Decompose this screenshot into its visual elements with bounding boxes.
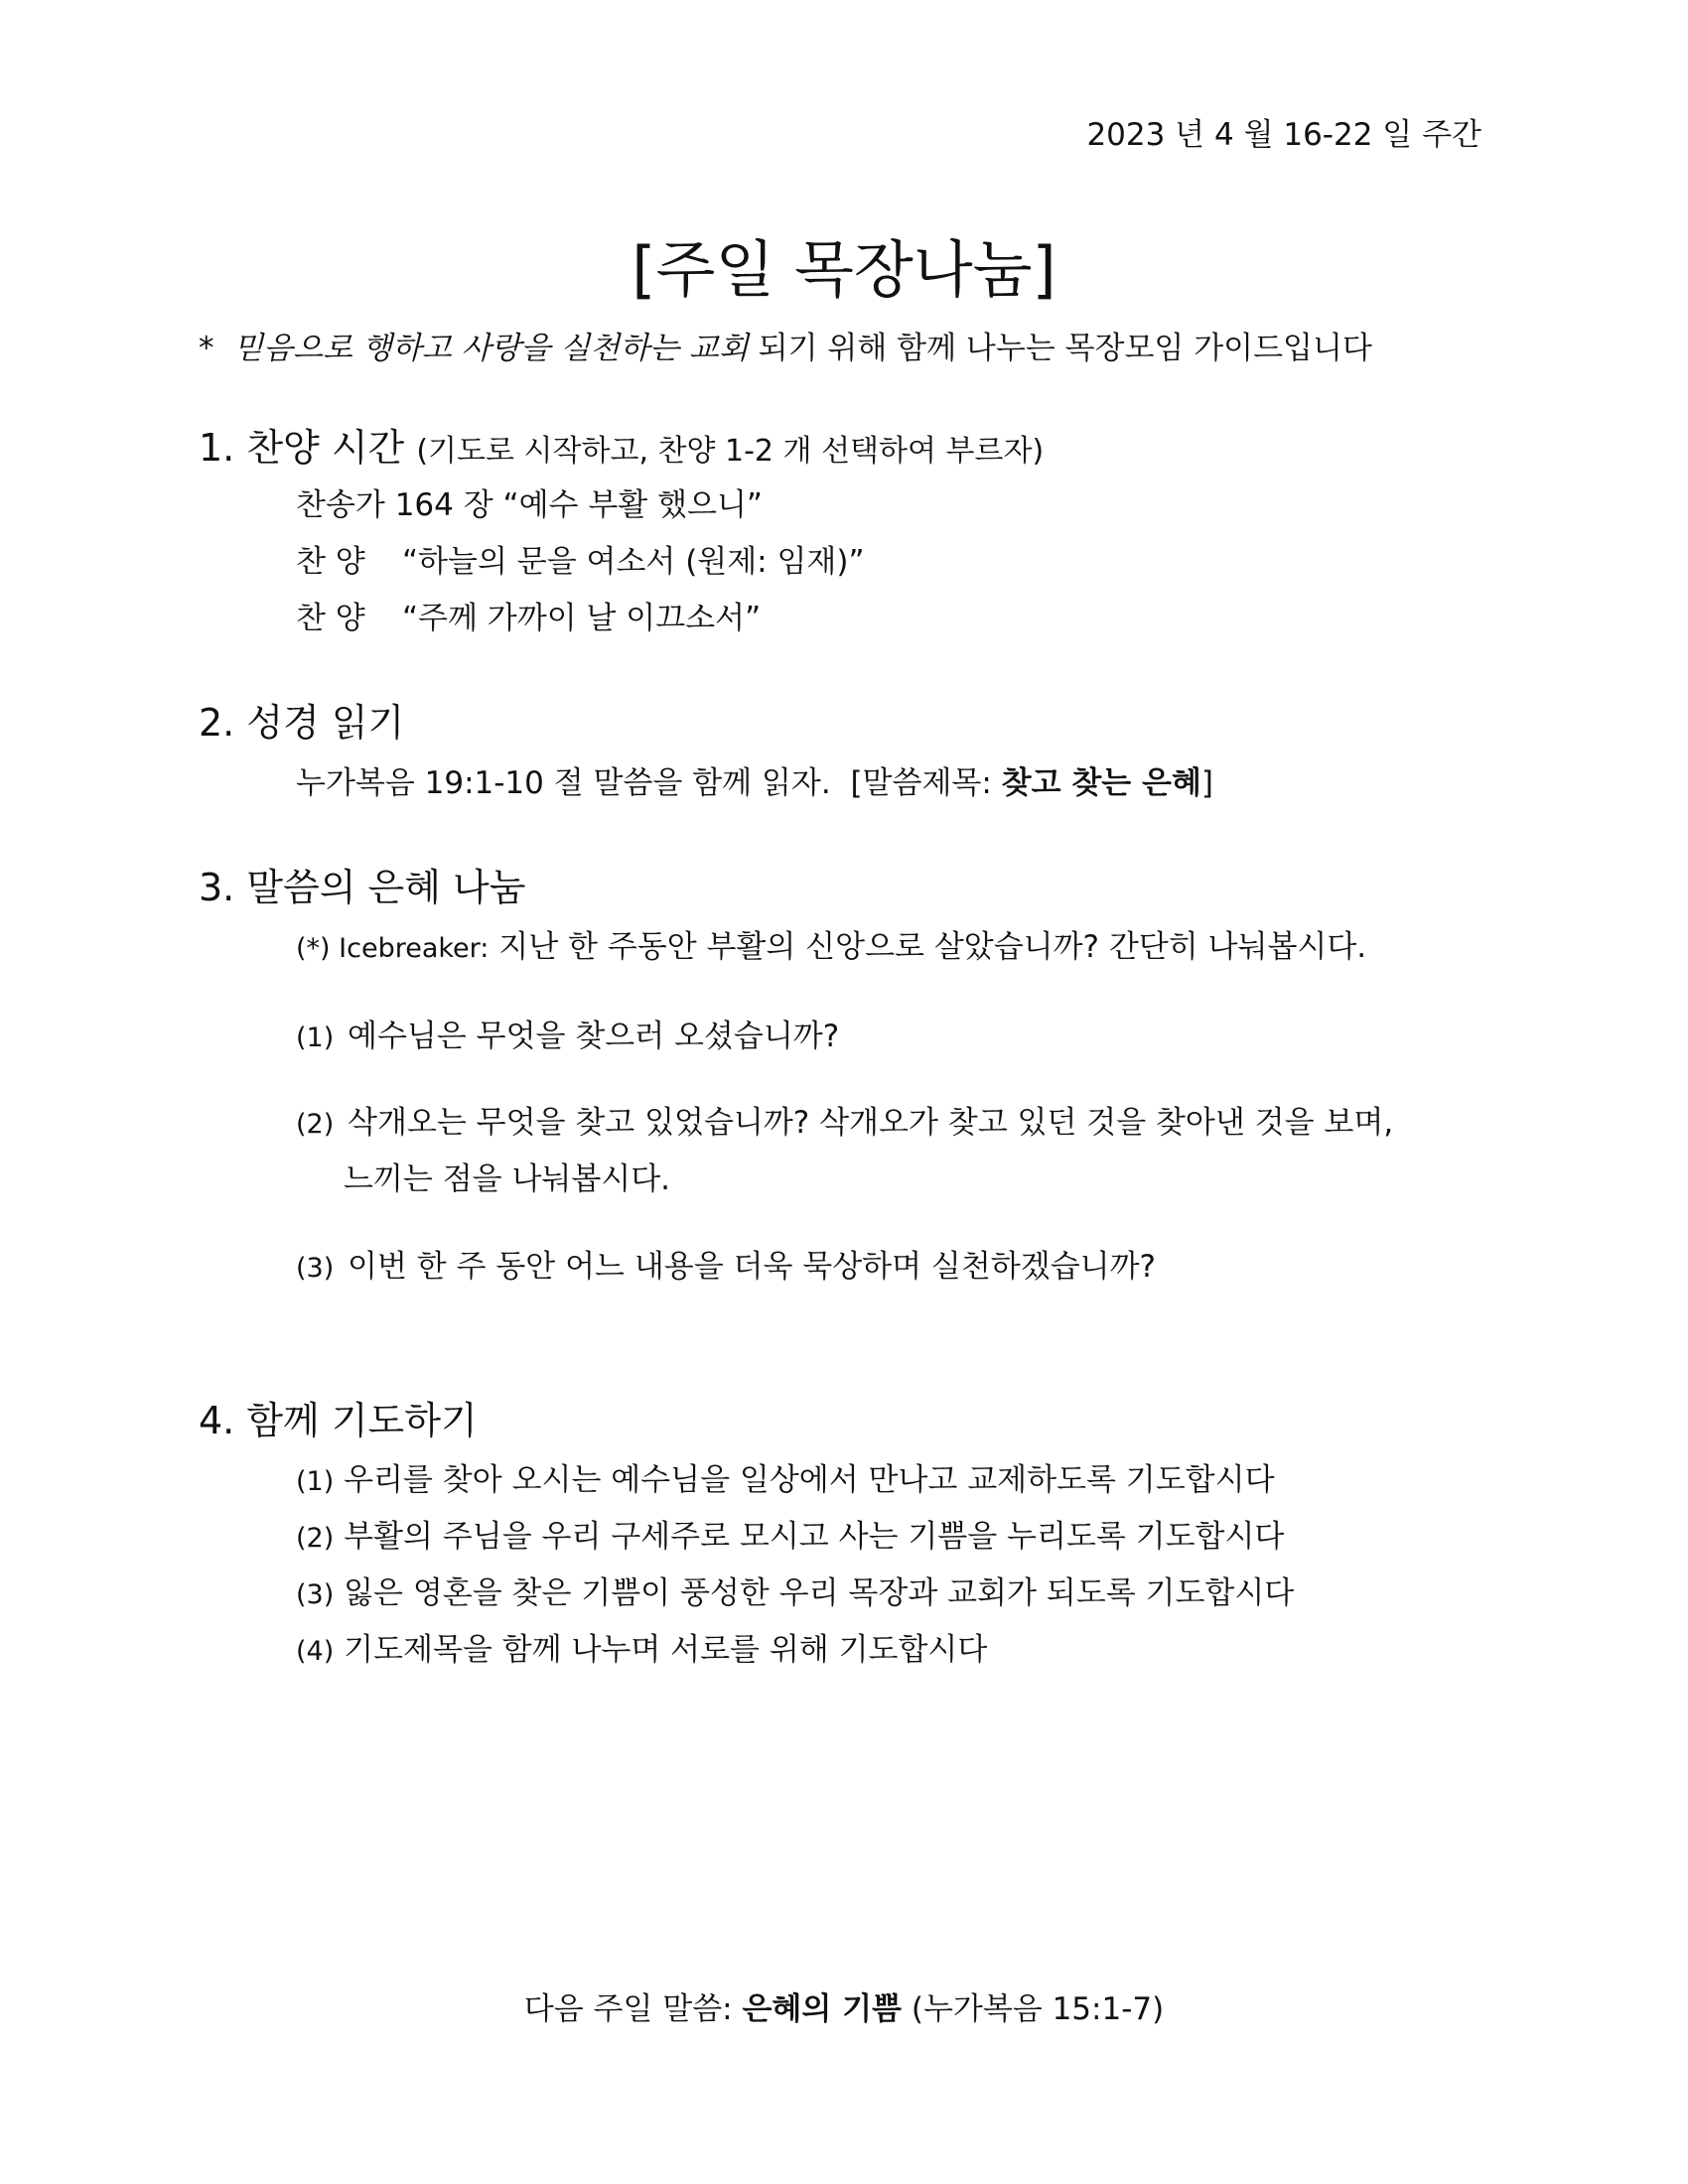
- intro-italic: 믿음으로 행하고 사랑을 실천하는 교회: [233, 331, 749, 366]
- prayer-item: [296, 1624, 987, 1669]
- prayer-item: [296, 1511, 1284, 1556]
- song-line: [296, 536, 865, 581]
- question-number: (2): [296, 1109, 335, 1140]
- prayer-number: (1): [296, 1466, 335, 1497]
- question-number: (1): [296, 1023, 335, 1053]
- sermon-suffix: ]: [1200, 765, 1214, 801]
- prayer-item: [296, 1454, 1275, 1499]
- question-text: 이번 한 주 동안 어느 내용을 더욱 묵상하며 실천하겠습니까?: [348, 1249, 1156, 1285]
- prayer-number: (3): [296, 1579, 335, 1610]
- song-line: [296, 593, 761, 637]
- reading-line: [296, 757, 1213, 802]
- question-text: 삭개오는 무엇을 찾고 있었습니까? 삭개오가 찾고 있던 것을 찾아낸 것을 보며,: [348, 1105, 1394, 1141]
- document-date: 2023 년 4 월 16-22 일 주간: [1086, 117, 1481, 153]
- prayer-item: [296, 1568, 1294, 1612]
- icebreaker-text: 지난 한 주동안 부활의 신앙으로 살았습니까? 간단히 나눠봅시다.: [498, 929, 1367, 965]
- footer-ref: (누가복음 15:1-7): [902, 1991, 1165, 2027]
- question-text: 예수님은 무엇을 찾으러 오셨습니까?: [348, 1019, 840, 1054]
- icebreaker-label: (*) Icebreaker:: [296, 933, 490, 964]
- question-item: [296, 1241, 1156, 1286]
- intro-line: [199, 323, 1372, 367]
- song-kind: 찬 양: [296, 601, 365, 636]
- section1-title: 1. 찬양 시간: [199, 426, 405, 470]
- reading-text: 누가복음 19:1-10 절 말씀을 함께 읽자.: [296, 765, 831, 801]
- song-kind: 찬 양: [296, 544, 365, 580]
- sermon-title: 찾고 찾는 은혜: [1001, 765, 1201, 801]
- prayer-text: 기도제목을 함께 나누며 서로를 위해 기도합시다: [344, 1632, 988, 1668]
- intro-star: *: [199, 331, 214, 366]
- next-sermon-footer: [0, 1983, 1688, 2028]
- footer-title: 은혜의 기쁨: [742, 1991, 902, 2027]
- section3-heading: 3. 말씀의 은혜 나눔: [199, 866, 526, 909]
- hymn-line: 찬송가 164 장 “예수 부활 했으니”: [296, 487, 763, 523]
- question-item: [296, 1097, 1393, 1142]
- icebreaker-line: [296, 921, 1366, 966]
- prayer-number: (4): [296, 1636, 335, 1667]
- song-title: “하늘의 문을 여소서 (원제: 임재)”: [402, 544, 865, 580]
- question-text-continued: 느끼는 점을 나눠봅시다.: [344, 1161, 671, 1197]
- intro-rest: 되기 위해 함께 나누는 목장모임 가이드입니다: [748, 331, 1372, 366]
- prayer-text: 부활의 주님을 우리 구세주로 모시고 사는 기쁨을 누리도록 기도합시다: [344, 1519, 1285, 1555]
- prayer-number: (2): [296, 1523, 335, 1554]
- sermon-prefix: [말씀제목:: [850, 765, 1002, 801]
- question-number: (3): [296, 1253, 335, 1284]
- prayer-text: 잃은 영혼을 찾은 기쁨이 풍성한 우리 목장과 교회가 되도록 기도합시다: [344, 1575, 1295, 1611]
- section2-heading: 2. 성경 읽기: [199, 701, 405, 745]
- footer-prefix: 다음 주일 말씀:: [523, 1991, 743, 2027]
- song-title: “주께 가까이 날 이끄소서”: [402, 601, 762, 636]
- page-title: [주일 목장나눔]: [632, 233, 1056, 306]
- section1-note: (기도로 시작하고, 찬양 1-2 개 선택하여 부르자): [416, 434, 1045, 469]
- section1-heading: [199, 417, 1044, 472]
- section4-heading: 4. 함께 기도하기: [199, 1399, 478, 1442]
- prayer-text: 우리를 찾아 오시는 예수님을 일상에서 만나고 교제하도록 기도합시다: [344, 1462, 1275, 1498]
- question-item: [296, 1011, 839, 1055]
